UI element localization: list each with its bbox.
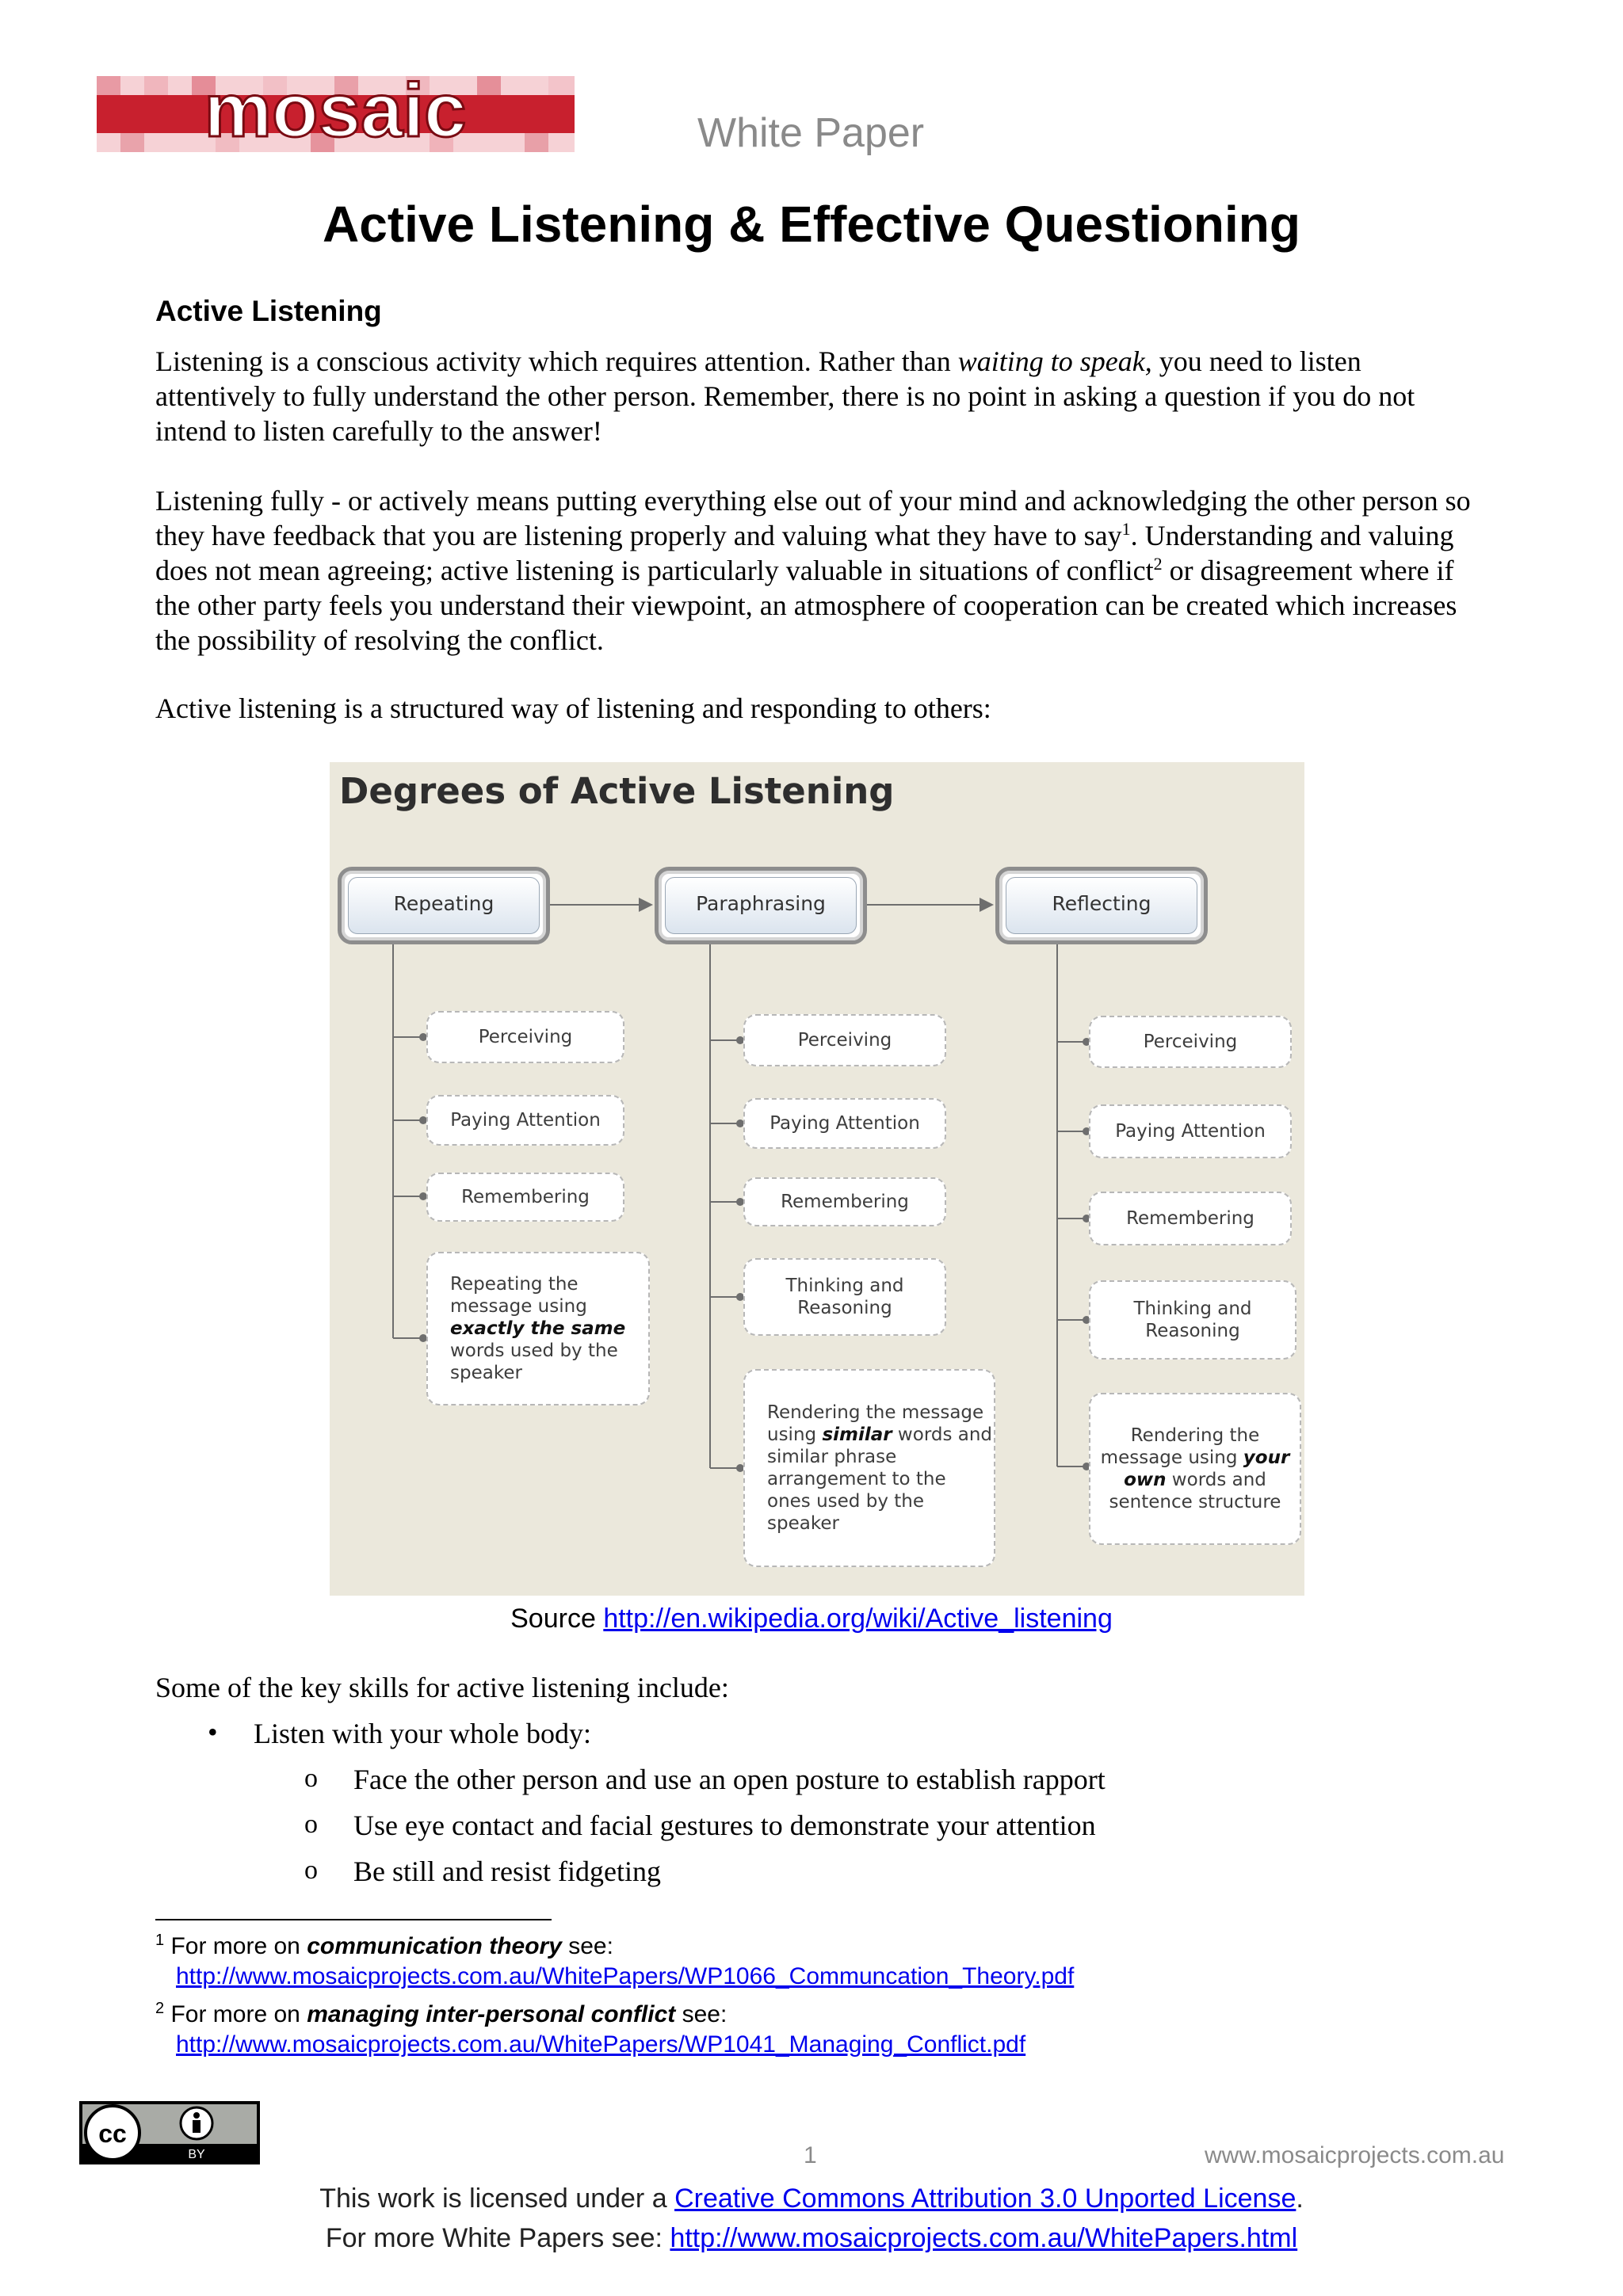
- phase-paraphrasing: [655, 867, 867, 944]
- footnote-ref-1[interactable]: 1: [1121, 519, 1131, 539]
- node-paraphrasing-perceiving: Perceiving: [743, 1014, 946, 1066]
- footnote-2: $^2$ For more on managing inter-personal conflict see:: [155, 2000, 727, 2027]
- footnote-1: $^1$ For more on communication theory see:: [155, 1932, 613, 1959]
- paragraph-1: Listening is a conscious activity which requires attention. Rather than waiting to speak, you need to listen attentively to fully understand the other person. Remember, there is no point in asking a question if you do not intend to listen carefully to the answer!: [155, 345, 1415, 447]
- license-notice: This work is licensed under a Creative Commons Attribution 3.0 Unported License.: [319, 2183, 1304, 2214]
- sub-bullet-item: Face the other person and use an open posture to establish rapport: [353, 1764, 1106, 1795]
- mosaic-logo: [97, 76, 575, 152]
- node-repeating-final: Repeating the message using exactly the same words used by the speaker: [426, 1252, 650, 1405]
- footnote-ref-2[interactable]: 2: [1153, 554, 1163, 574]
- sub-bullet-marker: o: [304, 1810, 318, 1839]
- node-repeating-remembering: Remembering: [426, 1173, 624, 1222]
- diagram-title: Degrees of Active Listening: [339, 770, 895, 812]
- more-papers-notice: For more White Papers see: http://www.mosaicprojects.com.au/WhitePapers.html: [325, 2223, 1298, 2253]
- by-label: BY: [188, 2148, 205, 2161]
- paragraph-2: Listening fully - or actively means putting everything else out of your mind and acknowledging the other person so they have feedback that you are listening properly and valuing what they have to say$^1$. Understanding and valuing does not mean agreeing; active listening is particularly valuable in situations of conflict$^2$ or disagreement where if the other party feels you understand their viewpoint, an atmosphere of cooperation can be created which increases the possibility of resolving the conflict.: [155, 485, 1471, 656]
- node-reflecting-remembering: Remembering: [1089, 1192, 1292, 1245]
- svg-text:cc: cc: [98, 2119, 127, 2148]
- node-paraphrasing-paying-attention: Paying Attention: [743, 1098, 946, 1149]
- node-paraphrasing-remembering: Remembering: [743, 1177, 946, 1226]
- source-link[interactable]: http://en.wikipedia.org/wiki/Active_listening: [603, 1604, 1113, 1634]
- active-listening-diagram: [330, 762, 1304, 1596]
- figure-caption: Source http://en.wikipedia.org/wiki/Active_listening: [510, 1604, 1113, 1634]
- website-url: www.mosaicprojects.com.au: [1205, 2142, 1505, 2168]
- node-paraphrasing-final: Rendering the message using similar words and similar phrase arrangement to the ones used by the speaker: [743, 1369, 995, 1567]
- skills-intro: Some of the key skills for active listening include:: [155, 1672, 729, 1703]
- node-reflecting-final: Rendering the message using your own words and sentence structure: [1089, 1393, 1301, 1545]
- page-number: 1: [804, 2142, 817, 2168]
- arrowhead-2: [980, 898, 994, 912]
- section-heading: Active Listening: [155, 295, 382, 327]
- phase-label: Reflecting: [1006, 877, 1197, 934]
- page-title: Active Listening & Effective Questioning: [323, 196, 1300, 253]
- node-paraphrasing-thinking: Thinking and Reasoning: [743, 1258, 946, 1336]
- footnote-2-link[interactable]: http://www.mosaicprojects.com.au/WhitePapers/WP1041_Managing_Conflict.pdf: [176, 2031, 1026, 2058]
- bullet-marker: •: [208, 1716, 218, 1748]
- phase-repeating: [338, 867, 550, 944]
- footnote-divider: [155, 1919, 552, 1920]
- paragraph-3: Active listening is a structured way of listening and responding to others:: [155, 692, 991, 724]
- license-link[interactable]: Creative Commons Attribution 3.0 Unported License: [674, 2183, 1296, 2214]
- node-reflecting-thinking: Thinking and Reasoning: [1089, 1280, 1296, 1360]
- sub-bullet-item: Use eye contact and facial gestures to demonstrate your attention: [353, 1810, 1096, 1841]
- phase-label: Repeating: [348, 877, 540, 934]
- sub-bullet-marker: o: [304, 1855, 318, 1885]
- node-reflecting-paying-attention: Paying Attention: [1089, 1104, 1292, 1158]
- sub-bullet-item: Be still and resist fidgeting: [353, 1855, 661, 1887]
- node-repeating-paying-attention: Paying Attention: [426, 1095, 624, 1146]
- node-repeating-perceiving: Perceiving: [426, 1011, 624, 1063]
- sub-bullet-marker: o: [304, 1764, 318, 1793]
- node-reflecting-perceiving: Perceiving: [1089, 1016, 1292, 1068]
- logo-text: mosaic: [204, 76, 467, 152]
- bullet-item: Listen with your whole body:: [254, 1718, 591, 1749]
- arrowhead-1: [639, 898, 653, 912]
- footnote-1-link[interactable]: http://www.mosaicprojects.com.au/WhitePapers/WP1066_Communcation_Theory.pdf: [176, 1963, 1075, 1989]
- phase-label: Paraphrasing: [665, 877, 857, 934]
- white-papers-link[interactable]: http://www.mosaicprojects.com.au/WhitePapers.html: [670, 2223, 1298, 2253]
- phase-reflecting: [995, 867, 1208, 944]
- cc-by-badge[interactable]: [79, 2101, 260, 2164]
- document-type: White Paper: [697, 110, 925, 156]
